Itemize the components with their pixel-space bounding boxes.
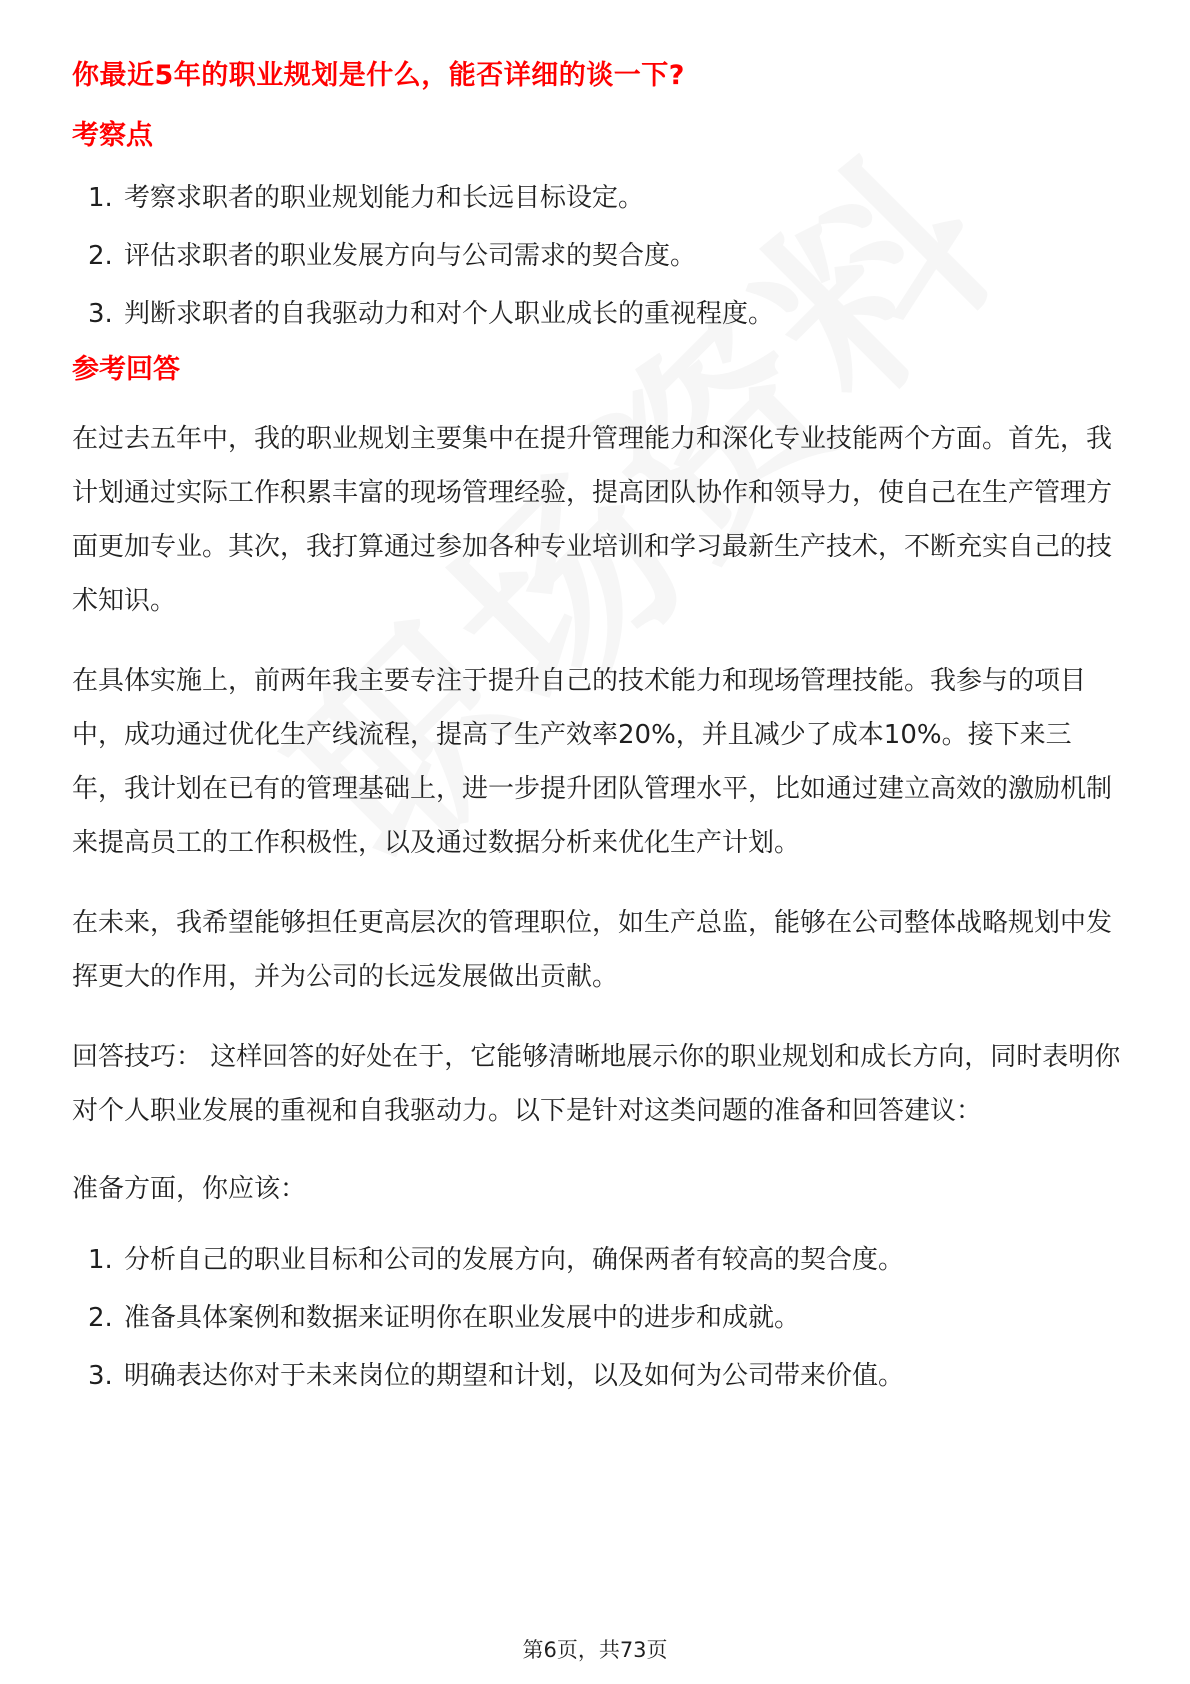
- examination-item: 3. 判断求职者的自我驱动力和对个人职业成长的重视程度。: [88, 299, 775, 329]
- examination-item: 1. 考察求职者的职业规划能力和长远目标设定。: [88, 183, 645, 213]
- prep-item: 1. 分析自己的职业目标和公司的发展方向，确保两者有较高的契合度。: [88, 1245, 905, 1275]
- prep-item-text: 分析自己的职业目标和公司的发展方向，确保两者有较高的契合度。: [124, 1245, 905, 1275]
- question-title: 你最近5年的职业规划是什么，能否详细的谈一下?: [72, 60, 685, 91]
- answer-paragraph-3: 在未来，我希望能够担任更高层次的管理职位，如生产总监，能够在公司整体战略规划中发挥更大的作用，并为公司的长远发展做出贡献。: [72, 908, 1113, 992]
- examination-item: 2. 评估求职者的职业发展方向与公司需求的契合度。: [88, 241, 697, 271]
- prep-item-text: 明确表达你对于未来岗位的期望和计划，以及如何为公司带来价值。: [124, 1361, 905, 1391]
- page-footer: 第6页，共73页: [522, 1638, 668, 1662]
- prep-item: 2. 准备具体案例和数据来证明你在职业发展中的进步和成就。: [88, 1303, 801, 1333]
- examination-item-text: 评估求职者的职业发展方向与公司需求的契合度。: [124, 241, 697, 271]
- prep-item-text: 准备具体案例和数据来证明你在职业发展中的进步和成就。: [124, 1303, 801, 1333]
- page-content: [72, 58, 1122, 1414]
- examination-heading: 考察点: [72, 120, 153, 151]
- prep-intro: 准备方面，你应该：: [72, 1174, 307, 1204]
- answer-tips-paragraph: 回答技巧： 这样回答的好处在于，它能够清晰地展示你的职业规划和成长方向，同时表明你对个人职业发展的重视和自我驱动力。以下是针对这类问题的准备和回答建议：: [72, 1042, 1121, 1126]
- answer-paragraph-1: 在过去五年中，我的职业规划主要集中在提升管理能力和深化专业技能两个方面。首先，我计划通过实际工作积累丰富的现场管理经验，提高团队协作和领导力，使自己在生产管理方面更加专业。其次，我打算通过参加各种专业培训和学习最新生产技术，不断充实自己的技术知识。: [72, 424, 1113, 616]
- reference-heading: 参考回答: [72, 354, 180, 385]
- examination-item-text: 考察求职者的职业规划能力和长远目标设定。: [124, 183, 645, 213]
- examination-list: [72, 178, 1122, 334]
- examination-item-text: 判断求职者的自我驱动力和对个人职业成长的重视程度。: [124, 299, 775, 329]
- prep-list: [72, 1240, 1122, 1396]
- answer-paragraph-2: 在具体实施上，前两年我主要专注于提升自己的技术能力和现场管理技能。我参与的项目中，成功通过优化生产线流程，提高了生产效率20%，并且减少了成本10%。接下来三年，我计划在已有的管理基础上，进一步提升团队管理水平，比如通过建立高效的激励机制来提高员工的工作积极性，以及通过数据分析来优化生产计划。: [72, 666, 1113, 858]
- prep-item: 3. 明确表达你对于未来岗位的期望和计划，以及如何为公司带来价值。: [88, 1361, 905, 1391]
